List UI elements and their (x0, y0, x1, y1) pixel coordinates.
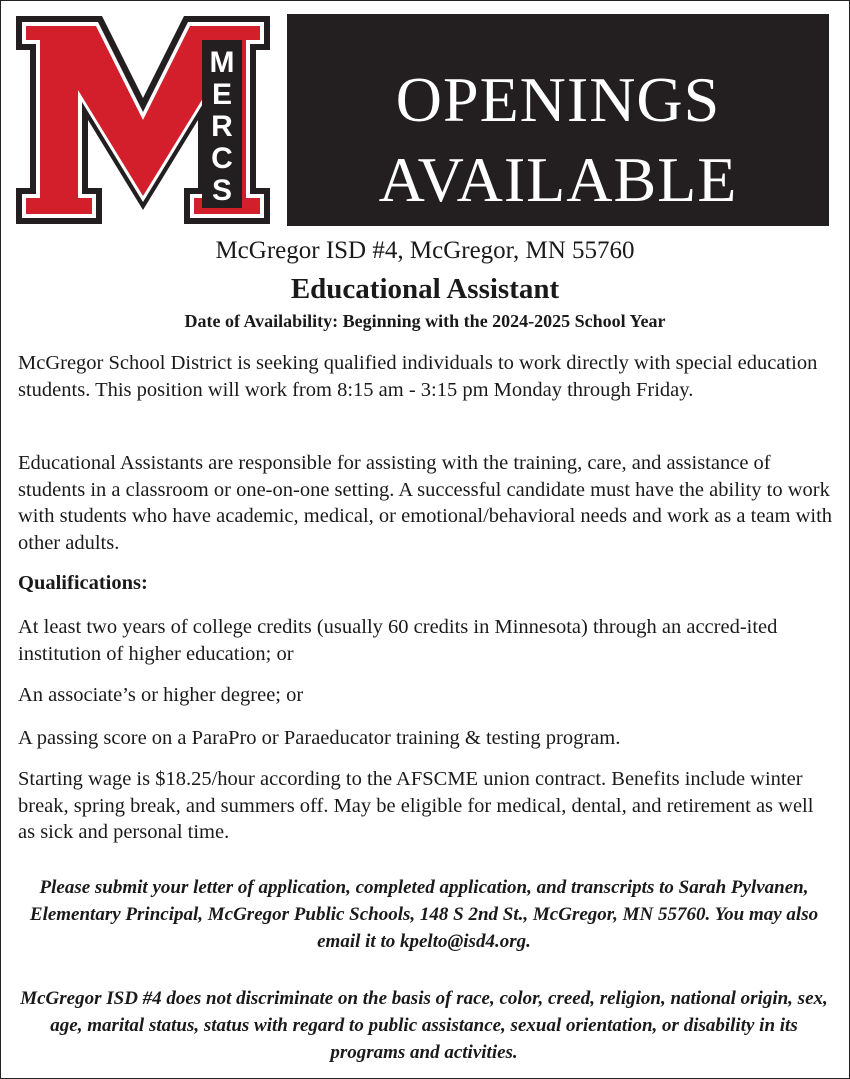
logo-letter-4: C (211, 142, 233, 175)
qualification-item: At least two years of college credits (usually 60 credits in Minnesota) through an accred-ited institution of higher education; or (18, 616, 778, 665)
wage-paragraph: Starting wage is $18.25/hour according to the AFSCME union contract. Benefits include winter break, spring break, and summers off. May be eligible for medical, dental, and retirement as well as sick and personal time. (18, 768, 814, 843)
qualifications-heading: Qualifications: (18, 572, 148, 594)
nondiscrimination-statement: McGregor ISD #4 does not discriminate on the basis of race, color, creed, religion, national origin, sex, age, marital status, status with regard to public assistance, sexual orientation, or disability in its programs and activities. (20, 988, 828, 1063)
intro-paragraph: McGregor School District is seeking qualified individuals to work directly with special education students. This position will work from 8:15 am - 3:15 pm Monday through Friday. (18, 352, 818, 401)
banner-line-2: AVAILABLE (378, 144, 738, 215)
qualification-item: An associate’s or higher degree; or (18, 684, 304, 706)
openings-banner (287, 14, 829, 226)
mercs-logo (14, 14, 272, 226)
application-instructions: Please submit your letter of application, completed application, and transcripts to Sarah Pylvanen, Elementary Principal, McGregor Public Schools, 148 S 2nd St., McGregor, MN 55760. You may also email it to kpelto@isd4.org. (29, 877, 819, 952)
banner-line-1: OPENINGS (395, 64, 721, 135)
logo-letter-2: E (211, 78, 233, 111)
responsibilities-paragraph: Educational Assistants are responsible for assisting with the training, care, and assistance of students in a classroom or one-on-one setting. A successful candidate must have the ability to work with students who have academic, medical, or emotional/behavioral needs and work as a team with other adults. (18, 452, 833, 554)
logo-letter-3: R (211, 110, 233, 143)
district-address: McGregor ISD #4, McGregor, MN 55760 (215, 237, 635, 264)
job-title: Educational Assistant (290, 273, 560, 305)
qualification-item: A passing score on a ParaPro or Paraeducator training & testing program. (18, 727, 621, 749)
logo-letter-1: M (209, 46, 235, 79)
logo-letter-5: S (211, 174, 233, 207)
availability-date: Date of Availability: Beginning with the 2024-2025 School Year (184, 311, 666, 331)
